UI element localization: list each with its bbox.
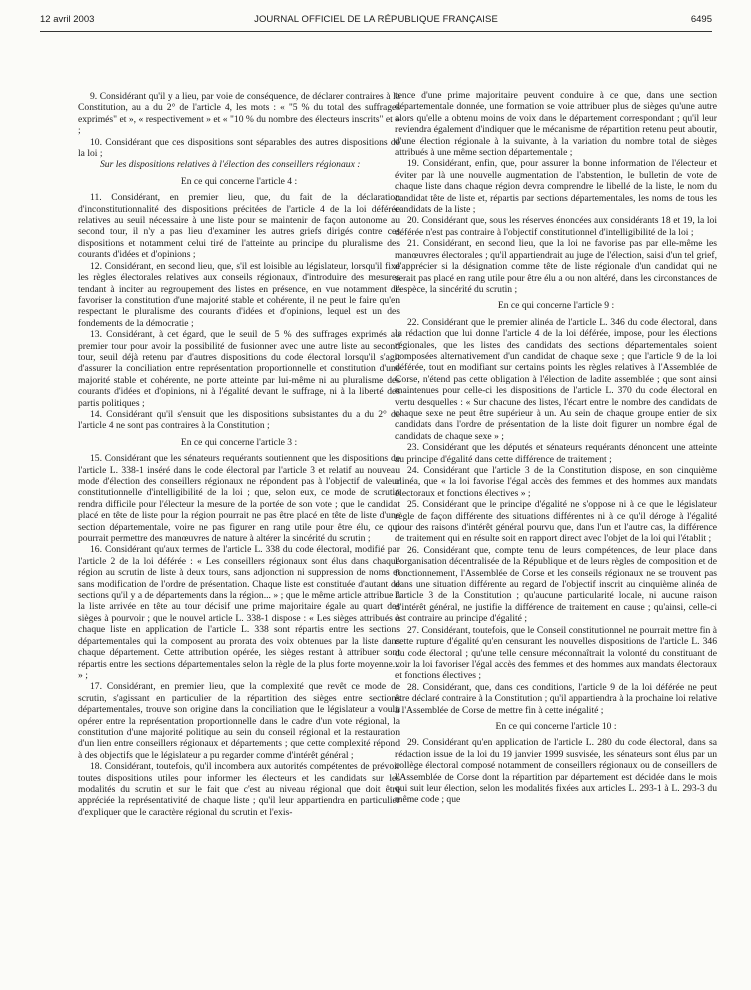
header-rule <box>40 31 712 32</box>
paragraph: 26. Considérant que, compte tenu de leurs compétences, de leur place dans l'organisation décentralisée de la République et de leurs règles de composition et de fonctionnement, l'Assemblée de Corse et les conseils régionaux ne se trouvent pas dans une situation différente au regard de l'objectif inscrit au cinquième alinéa de l'article 3 de la Constitution ; qu'aucune particularité locale, ni aucune raison d'intérêt général, ne justifie la différence de traitement en cause ; qu'ainsi, celle-ci est contraire au principe d'égalité ; <box>395 544 717 625</box>
right-column <box>395 90 717 806</box>
paragraph: 29. Considérant qu'en application de l'article L. 280 du code électoral, dans sa rédaction issue de la loi du 19 janvier 1999 susvisée, les sénateurs sont élus par un collège électoral composé notamment de conseillers régionaux ou de conseillers de l'Assemblée de Corse dont la répartition par département est décidée dans le mois qui suit leur élection, selon les modalités fixées aux articles L. 293-1 à L. 293-3 du même code ; que <box>395 737 717 806</box>
page-header <box>40 14 712 28</box>
issue-date: 12 avril 2003 <box>40 14 95 25</box>
paragraph: 12. Considérant, en second lieu, que, s'il est loisible au législateur, lorsqu'il fixe les règles électorales relatives aux conseils régionaux, d'introduire des mesures tendant à inciter au regroupement des listes en présence, en vue notamment de favoriser la constitution d'une majorité stable et cohérente, il ne peut le faire qu'en respectant le pluralisme des courants d'idées et d'opinions, lequel est un des fondements de la démocratie ; <box>78 260 400 329</box>
paragraph: 11. Considérant, en premier lieu, que, du fait de la déclaration d'inconstitutionnalité des dispositions précitées de l'article 4 de la loi déférée relatives au seuil nécessaire à une liste pour se maintenir de façon autonome au second tour, il n'y a pas lieu d'examiner les autres griefs dirigés contre ces dispositions et notamment celui tiré de l'atteinte au principe du pluralisme des courants d'idées et d'opinions ; <box>78 192 400 261</box>
section-subheading: En ce qui concerne l'article 9 : <box>497 300 615 312</box>
paragraph: 27. Considérant, toutefois, que le Conseil constitutionnel ne pourrait mettre fin à cette rupture d'égalité qu'en censurant les nouvelles dispositions de l'article L. 346 du code électoral ; qu'une telle censure méconnaîtrait la volonté du constituant de voir la loi favoriser l'égal accès des femmes et des hommes aux mandats électoraux et fonctions électives ; <box>395 624 717 682</box>
paragraph: tence d'une prime majoritaire peuvent conduire à ce que, dans une section départementale donnée, une formation se voie attribuer plus de sièges qu'une autre alors qu'elle a obtenu moins de voix dans le département correspondant ; qu'il leur reviendra également d'indiquer que le mécanisme de répartition retenu peut aboutir, d'une élection régionale à la suivante, à la variation du nombre total de sièges attribués à une même section départementale ; <box>395 90 717 159</box>
paragraph: 13. Considérant, à cet égard, que le seuil de 5 % des suffrages exprimés au premier tour pour avoir la possibilité de fusionner avec une autre liste au second tour, seuil déjà retenu par d'autres dispositions du code électoral lorsqu'il s'agit d'assurer la conciliation entre représentation proportionnelle et constitution d'une majorité stable et cohérente, ne porte atteinte par lui-même ni au pluralisme des courants d'idées et d'opinions, ni à l'égalité devant le suffrage, ni à la liberté des partis politiques ; <box>78 329 400 409</box>
paragraph: 10. Considérant que ces dispositions sont séparables des autres dispositions de la loi ; <box>78 136 400 160</box>
paragraph: 19. Considérant, enfin, que, pour assurer la bonne information de l'électeur et éviter par là une nouvelle augmentation de l'abstention, le bulletin de vote de chaque liste dans chaque région devra comprendre le libellé de la liste, le nom du candidat tête de liste et, répartis par sections départementales, les noms de tous les candidats de la liste ; <box>395 158 717 216</box>
paragraph: 14. Considérant qu'il s'ensuit que les dispositions subsistantes du a du 2° de l'article 4 ne sont pas contraires à la Constitution ; <box>78 408 400 432</box>
paragraph: 22. Considérant que le premier alinéa de l'article L. 346 du code électoral, dans la rédaction que lui donne l'article 4 de la loi déférée, impose, pour les élections régionales, que les listes des candidats des sections départementales soient composées alternativement d'un candidat de chaque sexe ; que l'article 9 de la loi déférée, tout en modifiant sur certains points les règles relatives à l'Assemblée de Corse, n'étend pas cette obligation à l'élection de ladite assemblée ; que sont ainsi maintenues pour celle-ci les dispositions de l'article L. 370 du code électoral en vertu desquelles : « Sur chacune des listes, l'écart entre le nombre des candidats de chaque sexe ne peut être supérieur à un. Au sein de chaque groupe entier de six candidats dans l'ordre de présentation de la liste doit figurer un nombre égal de candidats de chaque sexe » ; <box>395 316 717 442</box>
section-subheading: En ce qui concerne l'article 10 : <box>495 720 617 732</box>
page-number: 6495 <box>690 14 712 25</box>
paragraph: 18. Considérant, toutefois, qu'il incombera aux autorités compétentes de prévoir toutes dispositions utiles pour informer les électeurs et les candidats sur les modalités du scrutin et sur le fait que c'est au niveau régional que doit être appréciée la représentativité de chaque liste ; qu'il leur appartiendra en particulier d'expliquer que le caractère régional du scrutin et l'exis- <box>78 761 400 818</box>
paragraph: 21. Considérant, en second lieu, que la loi ne favorise pas par elle-même les manœuvres électorales ; qu'il appartiendrait au juge de l'élection, saisi d'un tel grief, d'apprécier si la désignation comme tête de liste régionale d'un candidat qui ne serait pas placé en rang utile pour être élu a ou non altéré, dans les circonstances de l'espèce, la sincérité du scrutin ; <box>395 238 717 295</box>
paragraph: 23. Considérant que les députés et sénateurs requérants dénoncent une atteinte au principe d'égalité dans cette différence de traitement ; <box>395 442 717 465</box>
section-subheading: En ce qui concerne l'article 3 : <box>180 436 298 448</box>
paragraph: 16. Considérant qu'aux termes de l'article L. 338 du code électoral, modifié par l'article 2 de la loi déférée : « Les conseillers régionaux sont élus dans chaque région au scrutin de liste à deux tours, sans adjonction ni suppression de noms et sans modification de l'ordre de présentation. Chaque liste est constituée d'autant de sections qu'il y a de départements dans la région... » ; que le même article attribue à la liste arrivée en tête au tour décisif une prime majoritaire égale au quart des sièges à pourvoir ; que le nouvel article L. 338-1 dispose : « Les sièges attribués à chaque liste en application de l'article L. 338 sont répartis entre les sections départementales qui la composent au prorata des voix obtenues par la liste dans chaque département. Cette attribution opérée, les sièges restant à attribuer sont répartis entre les sections départementales selon la règle de la plus forte moyenne... » ; <box>78 544 400 681</box>
paragraph: 25. Considérant que le principe d'égalité ne s'oppose ni à ce que le législateur règle de façon différente des situations différentes ni à ce qu'il déroge à l'égalité pour des raisons d'intérêt général pourvu que, dans l'un et l'autre cas, la différence de traitement qui en résulte soit en rapport direct avec l'objet de la loi qui l'établit ; <box>395 499 717 545</box>
paragraph: 24. Considérant que l'article 3 de la Constitution dispose, en son cinquième alinéa, que « la loi favorise l'égal accès des femmes et des hommes aux mandats électoraux et fonctions électives » ; <box>395 465 717 499</box>
paragraph: 28. Considérant, que, dans ces conditions, l'article 9 de la loi déférée ne peut être déclaré contraire à la Constitution ; qu'il appartiendra à la prochaine loi relative à l'Assemblée de Corse de mettre fin à cette inégalité ; <box>395 681 717 716</box>
left-column <box>78 91 400 818</box>
paragraph: 15. Considérant que les sénateurs requérants soutiennent que les dispositions de l'article L. 338-1 inséré dans le code électoral par l'article 3 et relatif au nouveau mode d'élection des conseillers régionaux ne répondent pas à l'objectif de valeur constitutionnelle d'intelligibilité de la loi ; que, selon eux, ce mode de scrutin rendra difficile pour l'électeur la mesure de la portée de son vote ; que le candidat placé en tête de liste pour la région pourrait ne pas être placé en tête de liste d'une section départementale, voire ne pas figurer en rang utile pour être élu, ce qui pourrait permettre des manœuvres de nature à altérer la sincérité du scrutin ; <box>78 453 400 545</box>
paragraph: 17. Considérant, en premier lieu, que la complexité que revêt ce mode de scrutin, s'agissant en particulier de la répartition des sièges entre sections départementales, trouve son origine dans la conciliation que le législateur a voulu opérer entre la représentation proportionnelle dans le cadre d'un vote régional, la constitution d'une majorité politique au sein du conseil régional et la restauration d'un lien entre conseillers régionaux et départements ; que cette complexité répond à des objectifs que le législateur a pu regarder comme d'intérêt général ; <box>78 681 400 761</box>
journal-title: JOURNAL OFFICIEL DE LA RÉPUBLIQUE FRANÇAISE <box>254 14 498 25</box>
section-heading: Sur les dispositions relatives à l'élection des conseillers régionaux : <box>100 159 361 171</box>
paragraph: 20. Considérant que, sous les réserves énoncées aux considérants 18 et 19, la loi déférée n'est pas contraire à l'objectif constitutionnel d'intelligibilité de la loi ; <box>395 215 717 238</box>
section-subheading: En ce qui concerne l'article 4 : <box>180 175 298 187</box>
paragraph: 9. Considérant qu'il y a lieu, par voie de conséquence, de déclarer contraires à la Constitution, au a du 2° de l'article 4, les mots : « "5 % du total des suffrages exprimés" et », « respectivement » et « "10 % du nombre des électeurs inscrits" et » ; <box>78 91 400 137</box>
